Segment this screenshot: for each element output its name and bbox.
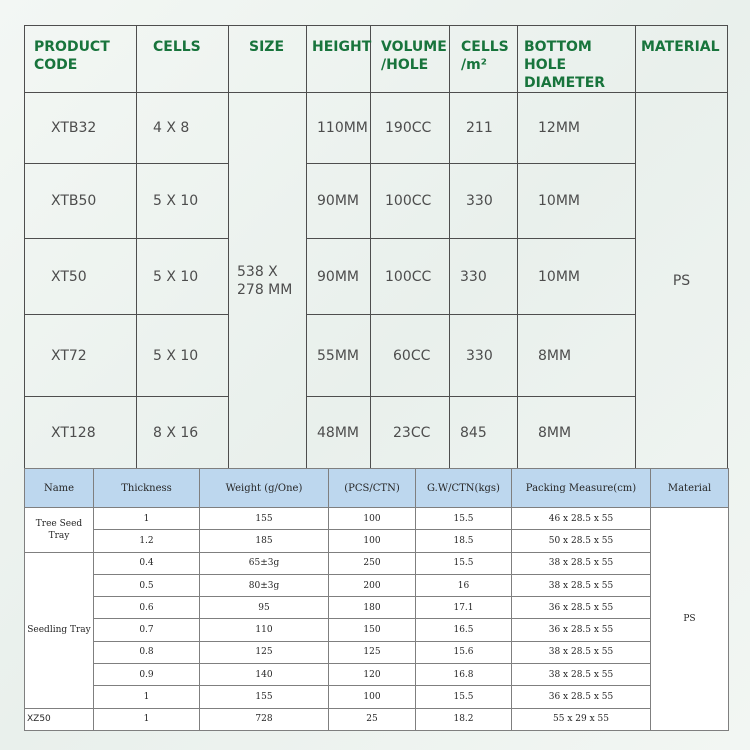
bottom-hole-value: 12MM [518,93,636,164]
weight-value: 95 [200,597,329,619]
thickness-value: 0.5 [94,574,200,596]
volume-value: 23CC [371,397,450,469]
weight-value: 185 [200,530,329,552]
header-cells-per-m2 [450,26,518,93]
header-text: /HOLE [381,57,429,73]
cells-value: 4 X 8 [137,93,229,164]
table-row [25,530,729,552]
thickness-value: 0.7 [94,619,200,641]
header-row [25,26,728,93]
gw-value: 16.5 [416,619,512,641]
cells-value: 5 X 10 [137,315,229,397]
product-code: XT72 [25,315,137,397]
table-row [25,93,728,164]
cells-per-m2-value: 845 [450,397,518,469]
volume-value: 60CC [371,315,450,397]
weight-value: 155 [200,508,329,530]
table-row [25,641,729,663]
gw-value: 18.2 [416,708,512,730]
measure-value: 38 x 28.5 x 55 [512,552,651,574]
cells-per-m2-value: 330 [450,164,518,239]
product-code: XTB50 [25,164,137,239]
measure-value: 38 x 28.5 x 55 [512,574,651,596]
header-material [636,26,728,93]
packing-spec-table [24,468,729,731]
thickness-value: 0.9 [94,664,200,686]
volume-value: 190CC [371,93,450,164]
header-text: CODE [34,57,78,73]
measure-value: 55 x 29 x 55 [512,708,651,730]
group-name: XZ50 [25,708,94,730]
cells-per-m2-value: 330 [450,315,518,397]
gw-value: 15.5 [416,508,512,530]
header-material: Material [651,469,729,508]
table-row [25,597,729,619]
gw-value: 15.5 [416,552,512,574]
measure-value: 38 x 28.5 x 55 [512,664,651,686]
thickness-value: 1.2 [94,530,200,552]
gw-value: 16.8 [416,664,512,686]
gw-value: 16 [416,574,512,596]
thickness-value: 0.4 [94,552,200,574]
pcs-value: 180 [329,597,416,619]
product-code: XT50 [25,239,137,315]
table-row [25,686,729,708]
bottom-hole-value: 10MM [518,239,636,315]
weight-value: 140 [200,664,329,686]
cells-per-m2-value: 330 [450,239,518,315]
pcs-value: 25 [329,708,416,730]
gw-value: 15.6 [416,641,512,663]
header-text: VOLUME [381,39,447,55]
cells-per-m2-value: 211 [450,93,518,164]
header-product-code [25,26,137,93]
measure-value: 50 x 28.5 x 55 [512,530,651,552]
header-text: SIZE [249,39,285,55]
header-text: CELLS [153,39,201,55]
measure-value: 36 x 28.5 x 55 [512,597,651,619]
table-row [25,397,728,469]
measure-value: 36 x 28.5 x 55 [512,619,651,641]
pcs-value: 250 [329,552,416,574]
header-row [25,469,729,508]
header-gw-ctn: G.W/CTN(kgs) [416,469,512,508]
header-height [307,26,371,93]
product-spec-table [24,25,728,469]
weight-value: 728 [200,708,329,730]
gw-value: 17.1 [416,597,512,619]
gw-value: 15.5 [416,686,512,708]
header-text: MATERIAL [641,39,720,55]
cells-value: 5 X 10 [137,239,229,315]
thickness-value: 0.8 [94,641,200,663]
thickness-value: 0.6 [94,597,200,619]
height-value: 110MM [307,93,371,164]
product-code: XTB32 [25,93,137,164]
table-row [25,315,728,397]
header-volume [371,26,450,93]
header-cells [137,26,229,93]
product-code: XT128 [25,397,137,469]
bottom-hole-value: 8MM [518,397,636,469]
volume-value: 100CC [371,239,450,315]
header-text: /m² [461,57,487,73]
header-text: HEIGHT [312,39,372,55]
header-size [229,26,307,93]
thickness-value: 1 [94,508,200,530]
weight-value: 110 [200,619,329,641]
volume-value: 100CC [371,164,450,239]
weight-value: 80±3g [200,574,329,596]
pcs-value: 200 [329,574,416,596]
header-bottom-hole [518,26,636,93]
group-name: Seedling Tray [25,552,94,708]
height-value: 55MM [307,315,371,397]
header-packing-measure: Packing Measure(cm) [512,469,651,508]
thickness-value: 1 [94,708,200,730]
size-value: 538 X 278 MM [229,93,307,469]
measure-value: 36 x 28.5 x 55 [512,686,651,708]
pcs-value: 100 [329,686,416,708]
cells-value: 8 X 16 [137,397,229,469]
header-pcs-ctn: (PCS/CTN) [329,469,416,508]
pcs-value: 150 [329,619,416,641]
bottom-hole-value: 10MM [518,164,636,239]
height-value: 90MM [307,164,371,239]
header-text: DIAMETER [524,75,606,91]
table-row [25,552,729,574]
header-text: BOTTOM HOLE [524,39,592,73]
height-value: 90MM [307,239,371,315]
header-name: Name [25,469,94,508]
height-value: 48MM [307,397,371,469]
pcs-value: 100 [329,530,416,552]
pcs-value: 100 [329,508,416,530]
header-text: CELLS [461,39,509,55]
gw-value: 18.5 [416,530,512,552]
table-row [25,574,729,596]
table-row [25,239,728,315]
thickness-value: 1 [94,686,200,708]
table-row [25,164,728,239]
header-thickness: Thickness [94,469,200,508]
header-weight: Weight (g/One) [200,469,329,508]
material-value: PS [636,93,728,469]
group-name: Tree Seed Tray [25,508,94,553]
weight-value: 155 [200,686,329,708]
bottom-hole-value: 8MM [518,315,636,397]
weight-value: 65±3g [200,552,329,574]
cells-value: 5 X 10 [137,164,229,239]
table-row [25,619,729,641]
material-value: PS [651,508,729,731]
pcs-value: 125 [329,641,416,663]
table-row [25,508,729,530]
table-row [25,708,729,730]
weight-value: 125 [200,641,329,663]
pcs-value: 120 [329,664,416,686]
header-text: PRODUCT [34,39,110,55]
measure-value: 38 x 28.5 x 55 [512,641,651,663]
table-row [25,664,729,686]
measure-value: 46 x 28.5 x 55 [512,508,651,530]
